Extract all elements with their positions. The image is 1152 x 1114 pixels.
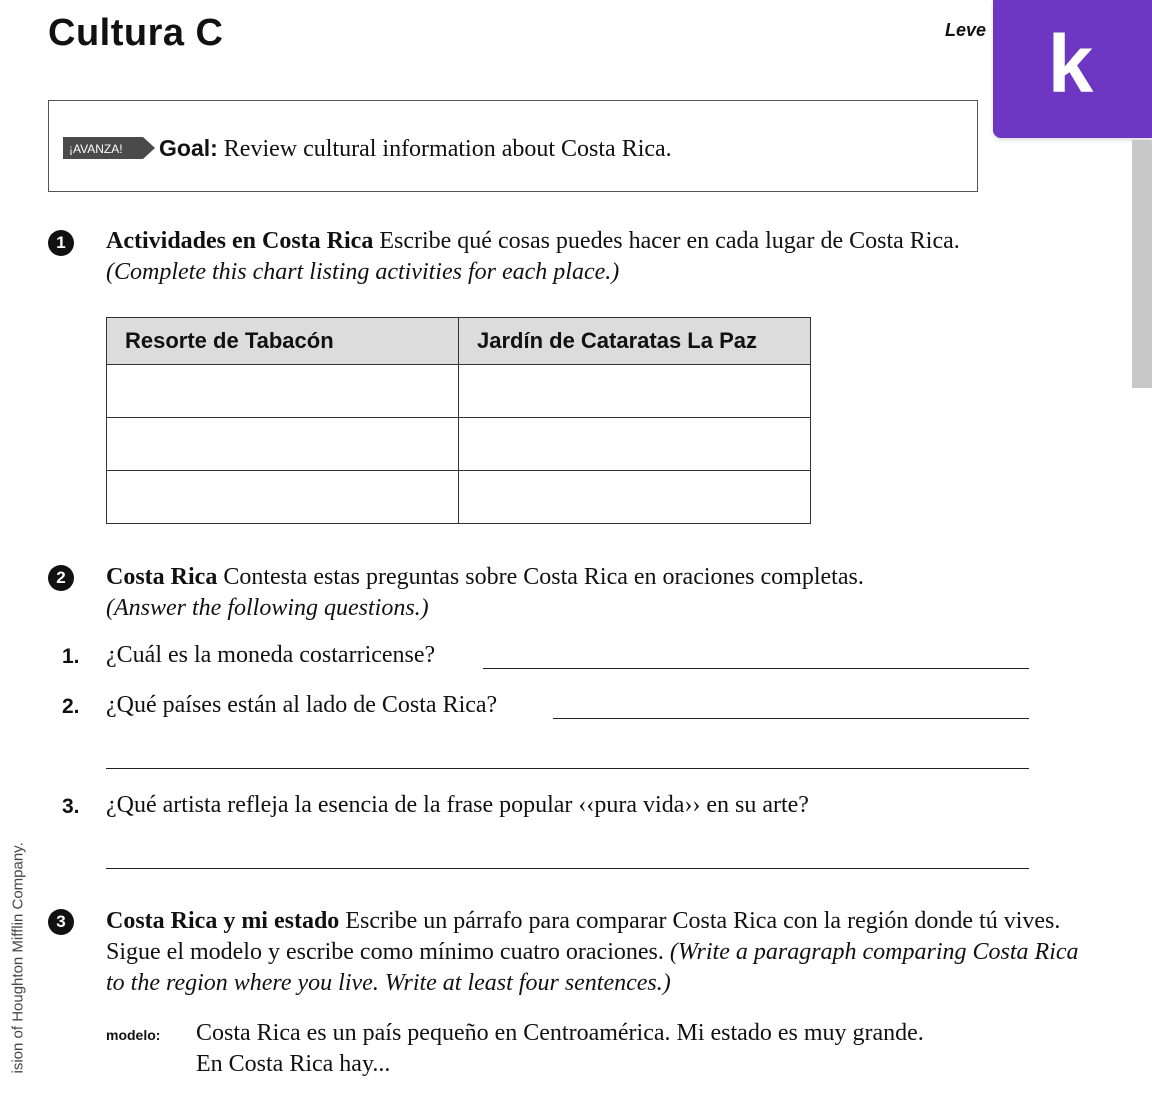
answer-line-2a[interactable] (553, 718, 1029, 719)
answer-line-1[interactable] (483, 668, 1029, 669)
chart-header-la-paz: Jardín de Cataratas La Paz (459, 318, 811, 365)
question-3-number: 3. (62, 795, 80, 818)
activity-1-instructions (106, 226, 1106, 288)
chart-cell[interactable] (459, 418, 811, 471)
scrollbar[interactable] (1132, 140, 1152, 388)
chart-cell[interactable] (459, 471, 811, 524)
activity-3-instruction: Escribe un párrafo para comparar Costa Rica con la región donde tú vives. Sigue el modelo y escribe como mínimo cuatro oraciones. (106, 908, 1061, 965)
activity-2-number: 2 (48, 565, 74, 591)
activity-1-instruction: Escribe qué cosas puedes hacer en cada lugar de Costa Rica. (373, 228, 960, 254)
kahoot-logo-icon: k (1047, 19, 1094, 110)
question-2-text: ¿Qué países están al lado de Costa Rica? (106, 692, 498, 718)
avanza-badge-text: ¡AVANZA! (69, 142, 123, 156)
chart-cell[interactable] (107, 471, 459, 524)
goal-box (48, 100, 978, 192)
goal-statement (159, 135, 672, 163)
avanza-arrow-icon (63, 137, 155, 159)
activity-1-translation: (Complete this chart listing activities for each place.) (106, 259, 620, 285)
activities-chart (106, 317, 811, 524)
activity-3-number: 3 (48, 909, 74, 935)
answer-line-2b[interactable] (106, 768, 1029, 769)
chart-header-tabacon: Resorte de Tabacón (107, 318, 459, 365)
table-row (107, 418, 811, 471)
goal-label: Goal: (159, 135, 218, 161)
kahoot-button[interactable] (993, 0, 1152, 138)
activity-3-title: Costa Rica y mi estado (106, 908, 340, 934)
activity-2-translation: (Answer the following questions.) (106, 595, 429, 621)
question-3-text: ¿Qué artista refleja la esencia de la frase popular ‹‹pura vida›› en su arte? (106, 792, 809, 818)
goal-text: Review cultural information about Costa Rica. (217, 136, 672, 162)
activity-2-title: Costa Rica (106, 564, 218, 590)
chart-cell[interactable] (107, 418, 459, 471)
chart-cell[interactable] (107, 365, 459, 418)
activity-3-translation: (Write a paragraph comparing Costa Rica to the region where you live. Write at least four sentences.) (106, 939, 1079, 996)
activity-2-instructions (106, 562, 1106, 624)
activity-1-title: Actividades en Costa Rica (106, 228, 374, 254)
chart-cell[interactable] (459, 365, 811, 418)
page-title: Cultura C (48, 12, 224, 54)
answer-line-3[interactable] (106, 868, 1029, 869)
table-row (107, 471, 811, 524)
modelo-label: modelo: (106, 1027, 161, 1043)
activity-2-instruction: Contesta estas preguntas sobre Costa Rica en oraciones completas. (217, 564, 864, 590)
modelo-text: Costa Rica es un país pequeño en Centroamérica. Mi estado es muy grande. En Costa Rica hay... (196, 1020, 924, 1077)
side-credit: ision of Houghton Mifflin Company. (9, 842, 27, 1074)
activity-3-instructions (106, 906, 1096, 999)
question-1-text: ¿Cuál es la moneda costarricense? (106, 642, 436, 668)
question-1-number: 1. (62, 645, 80, 668)
activity-1-number: 1 (48, 230, 74, 256)
level-label: Leve (945, 20, 987, 40)
avanza-badge (63, 137, 155, 159)
table-row (107, 365, 811, 418)
question-2-number: 2. (62, 695, 80, 718)
